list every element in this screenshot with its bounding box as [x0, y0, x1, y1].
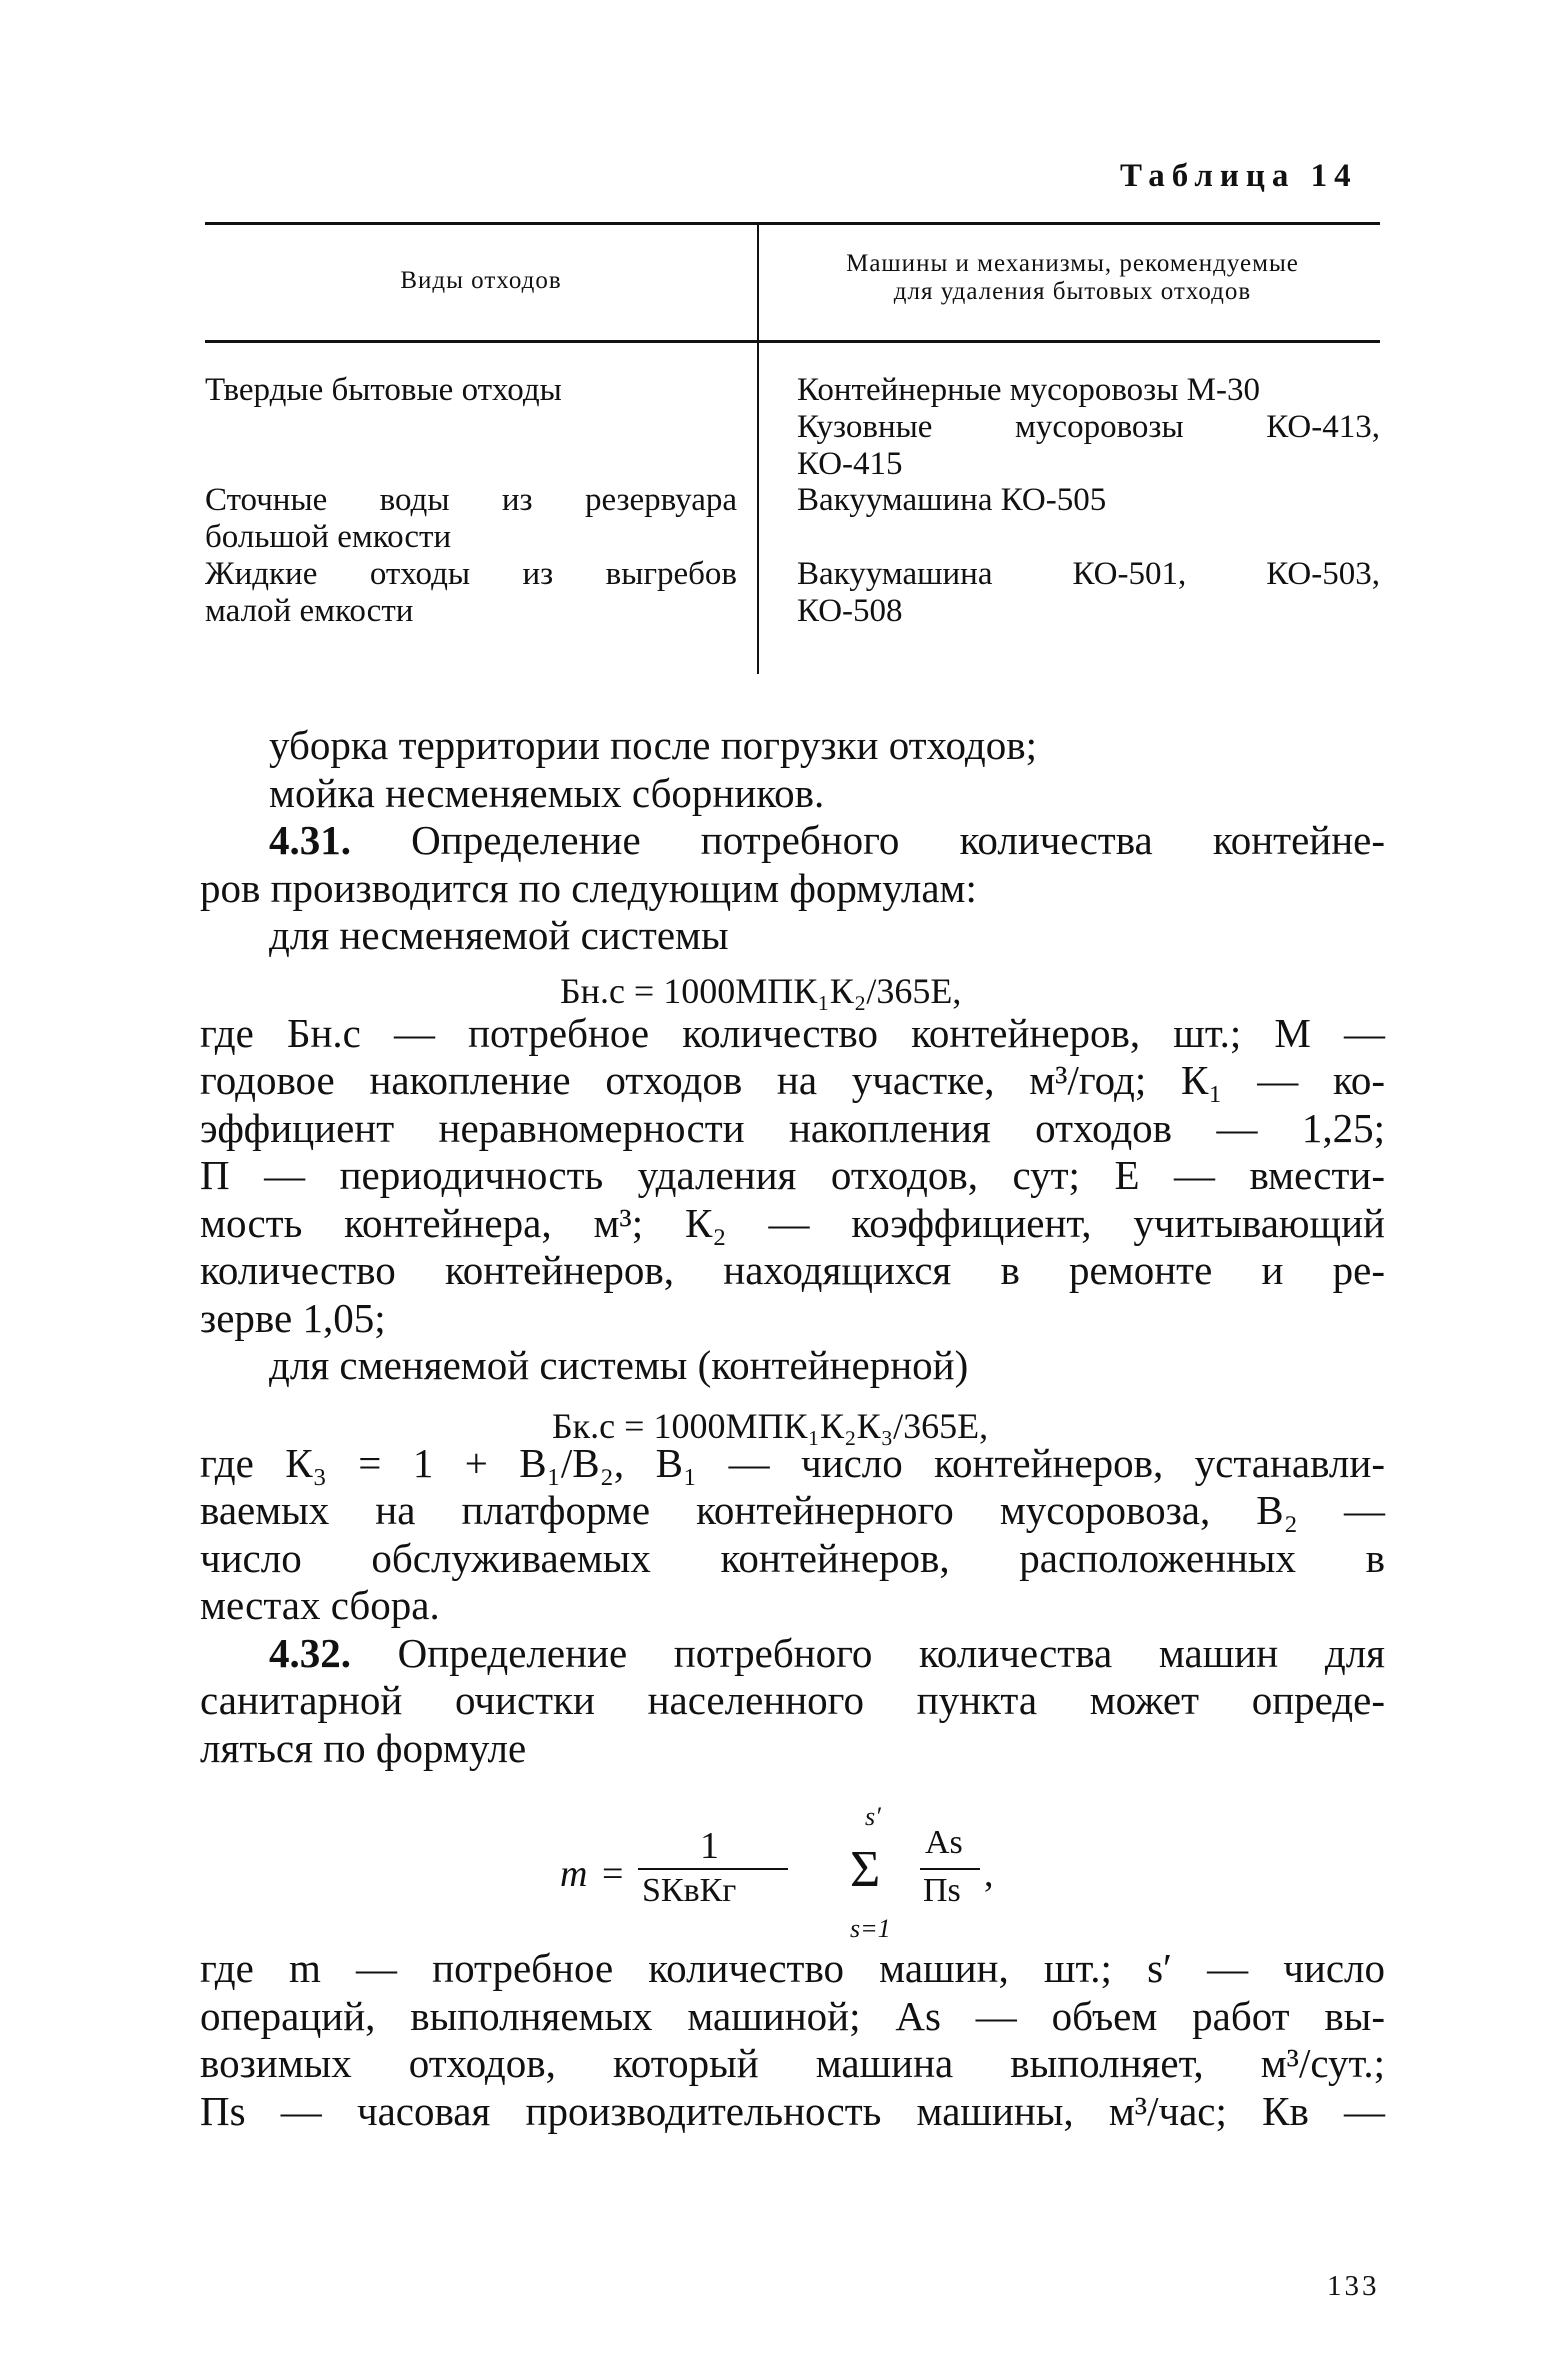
text-line: санитарной очистки населенного пункта может опреде- [200, 1677, 1385, 1723]
formula-machines [560, 1802, 1040, 1952]
table-cell-type-1 [205, 372, 737, 409]
text-line: годовое накопление отходов на участке, м³/год; К₁ — ко- [200, 1057, 1385, 1103]
cell-line: Вакуумашина КО-505 [797, 482, 1107, 518]
formula-lhs: m [560, 1853, 588, 1895]
paragraph-4-31-start [200, 817, 1385, 865]
text-line: где m — потребное количество машин, шт.; s′ — число [200, 1945, 1385, 1991]
table-cell-type-3 [205, 556, 737, 630]
text-line: ваемых на платформе контейнерного мусоровоза, В₂ — [200, 1487, 1385, 1533]
text-line: для сменяемой системы (контейнерной) [269, 1342, 969, 1388]
text-line: где Бн.с — потребное количество контейнеров, шт.; М — [200, 1009, 1385, 1056]
text-line: уборка территории после погрузки отходов; [269, 722, 1037, 768]
text-line: число обслуживаемых контейнеров, расположенных в [200, 1534, 1385, 1581]
cell-line: Жидкие отходы из выгребов [205, 556, 737, 592]
table-cell-machine-3 [797, 556, 1380, 630]
sum-lower-limit: s=1 [850, 1914, 891, 1943]
table-cell-machine-1 [797, 372, 1380, 483]
formula-bns: Бн.с = 1000МПК₁К₂/365Е, [560, 971, 962, 1011]
cell-line: Вакуумашина КО-501, КО-503, [797, 556, 1380, 592]
text-line: местах сбора. [200, 1582, 440, 1628]
cell-line: Кузовные мусоровозы КО-413, [797, 409, 1380, 445]
text-line: эффициент неравномерности накопления отходов — 1,25; [200, 1104, 1385, 1151]
text-line: зерве 1,05; [200, 1294, 386, 1341]
cell-line: малой емкости [205, 593, 414, 629]
waste-machines-table [205, 222, 1380, 682]
inner-numerator: As [925, 1824, 963, 1861]
text-line: П — периодичность удаления отходов, сут; Е — вмести- [200, 1152, 1385, 1198]
table-caption: Таблица 14 [1120, 158, 1358, 194]
inner-fraction-bar [920, 1868, 980, 1870]
formula-eq: = [602, 1853, 624, 1895]
text-line: Определение потребного количества машин для [397, 1629, 1386, 1676]
text-line: для несменяемой системы [269, 912, 729, 958]
cell-line: КО-415 [797, 446, 903, 482]
text-line: где К₃ = 1 + В₁/В₂, В₁ — число контейнеров, устанавли- [200, 1439, 1385, 1486]
header-machines-line2: для удаления бытовых отходов [893, 278, 1252, 305]
text-line: операций, выполняемых машиной; Аs — объем работ вы- [200, 1992, 1385, 2039]
formula-bks: Бк.с = 1000МПК₁К₂К₃/365Е, [552, 1406, 989, 1446]
cell-line: большой емкости [205, 519, 452, 555]
header-waste-types: Виды отходов [400, 267, 562, 294]
text-line: мость контейнера, м³; К₂ — коэффициент, учитывающий [200, 1199, 1385, 1246]
paragraph-4-32-start [200, 1630, 1385, 1678]
text-line: возимых отходов, который машина выполняет, м³/сут.; [200, 2040, 1385, 2086]
header-machines [765, 250, 1380, 306]
table-cell-type-2 [205, 482, 737, 556]
section-number: 4.31. [269, 817, 351, 863]
inner-denominator: Пs [923, 1872, 961, 1909]
text-line: ляться по формуле [200, 1724, 527, 1771]
text-line: Определение потребного количества контейне- [411, 817, 1386, 863]
section-number: 4.32. [269, 1629, 351, 1676]
formula-trail: , [984, 1853, 994, 1895]
fraction-bar [638, 1868, 788, 1870]
table-cell-machine-2 [797, 482, 1380, 519]
table-column-divider [757, 222, 759, 674]
cell-line: Твердые бытовые отходы [205, 372, 562, 408]
sum-upper-limit: s′ [865, 1802, 881, 1831]
table-top-rule [205, 222, 1380, 225]
cell-line: Контейнерные мусоровозы М-30 [797, 372, 1260, 408]
formula-denominator: SКвКг [642, 1872, 737, 1909]
text-line: ров производится по следующим формулам: [200, 864, 977, 911]
formula-numerator: 1 [700, 1825, 719, 1867]
cell-line: КО-508 [797, 593, 903, 629]
table-header-rule [205, 340, 1380, 343]
text-line: мойка несменяемых сборников. [269, 769, 825, 816]
text-line: Пs — часовая производительность машины, м³/час; Кв — [200, 2087, 1385, 2134]
text-line: количество контейнеров, находящихся в ремонте и ре- [200, 1247, 1385, 1293]
sum-symbol: Σ [850, 1841, 881, 1898]
header-machines-line1: Машины и механизмы, рекомендуемые [846, 250, 1299, 277]
cell-line: Сточные воды из резервуара [205, 482, 737, 518]
page-number: 133 [1327, 2270, 1380, 2302]
